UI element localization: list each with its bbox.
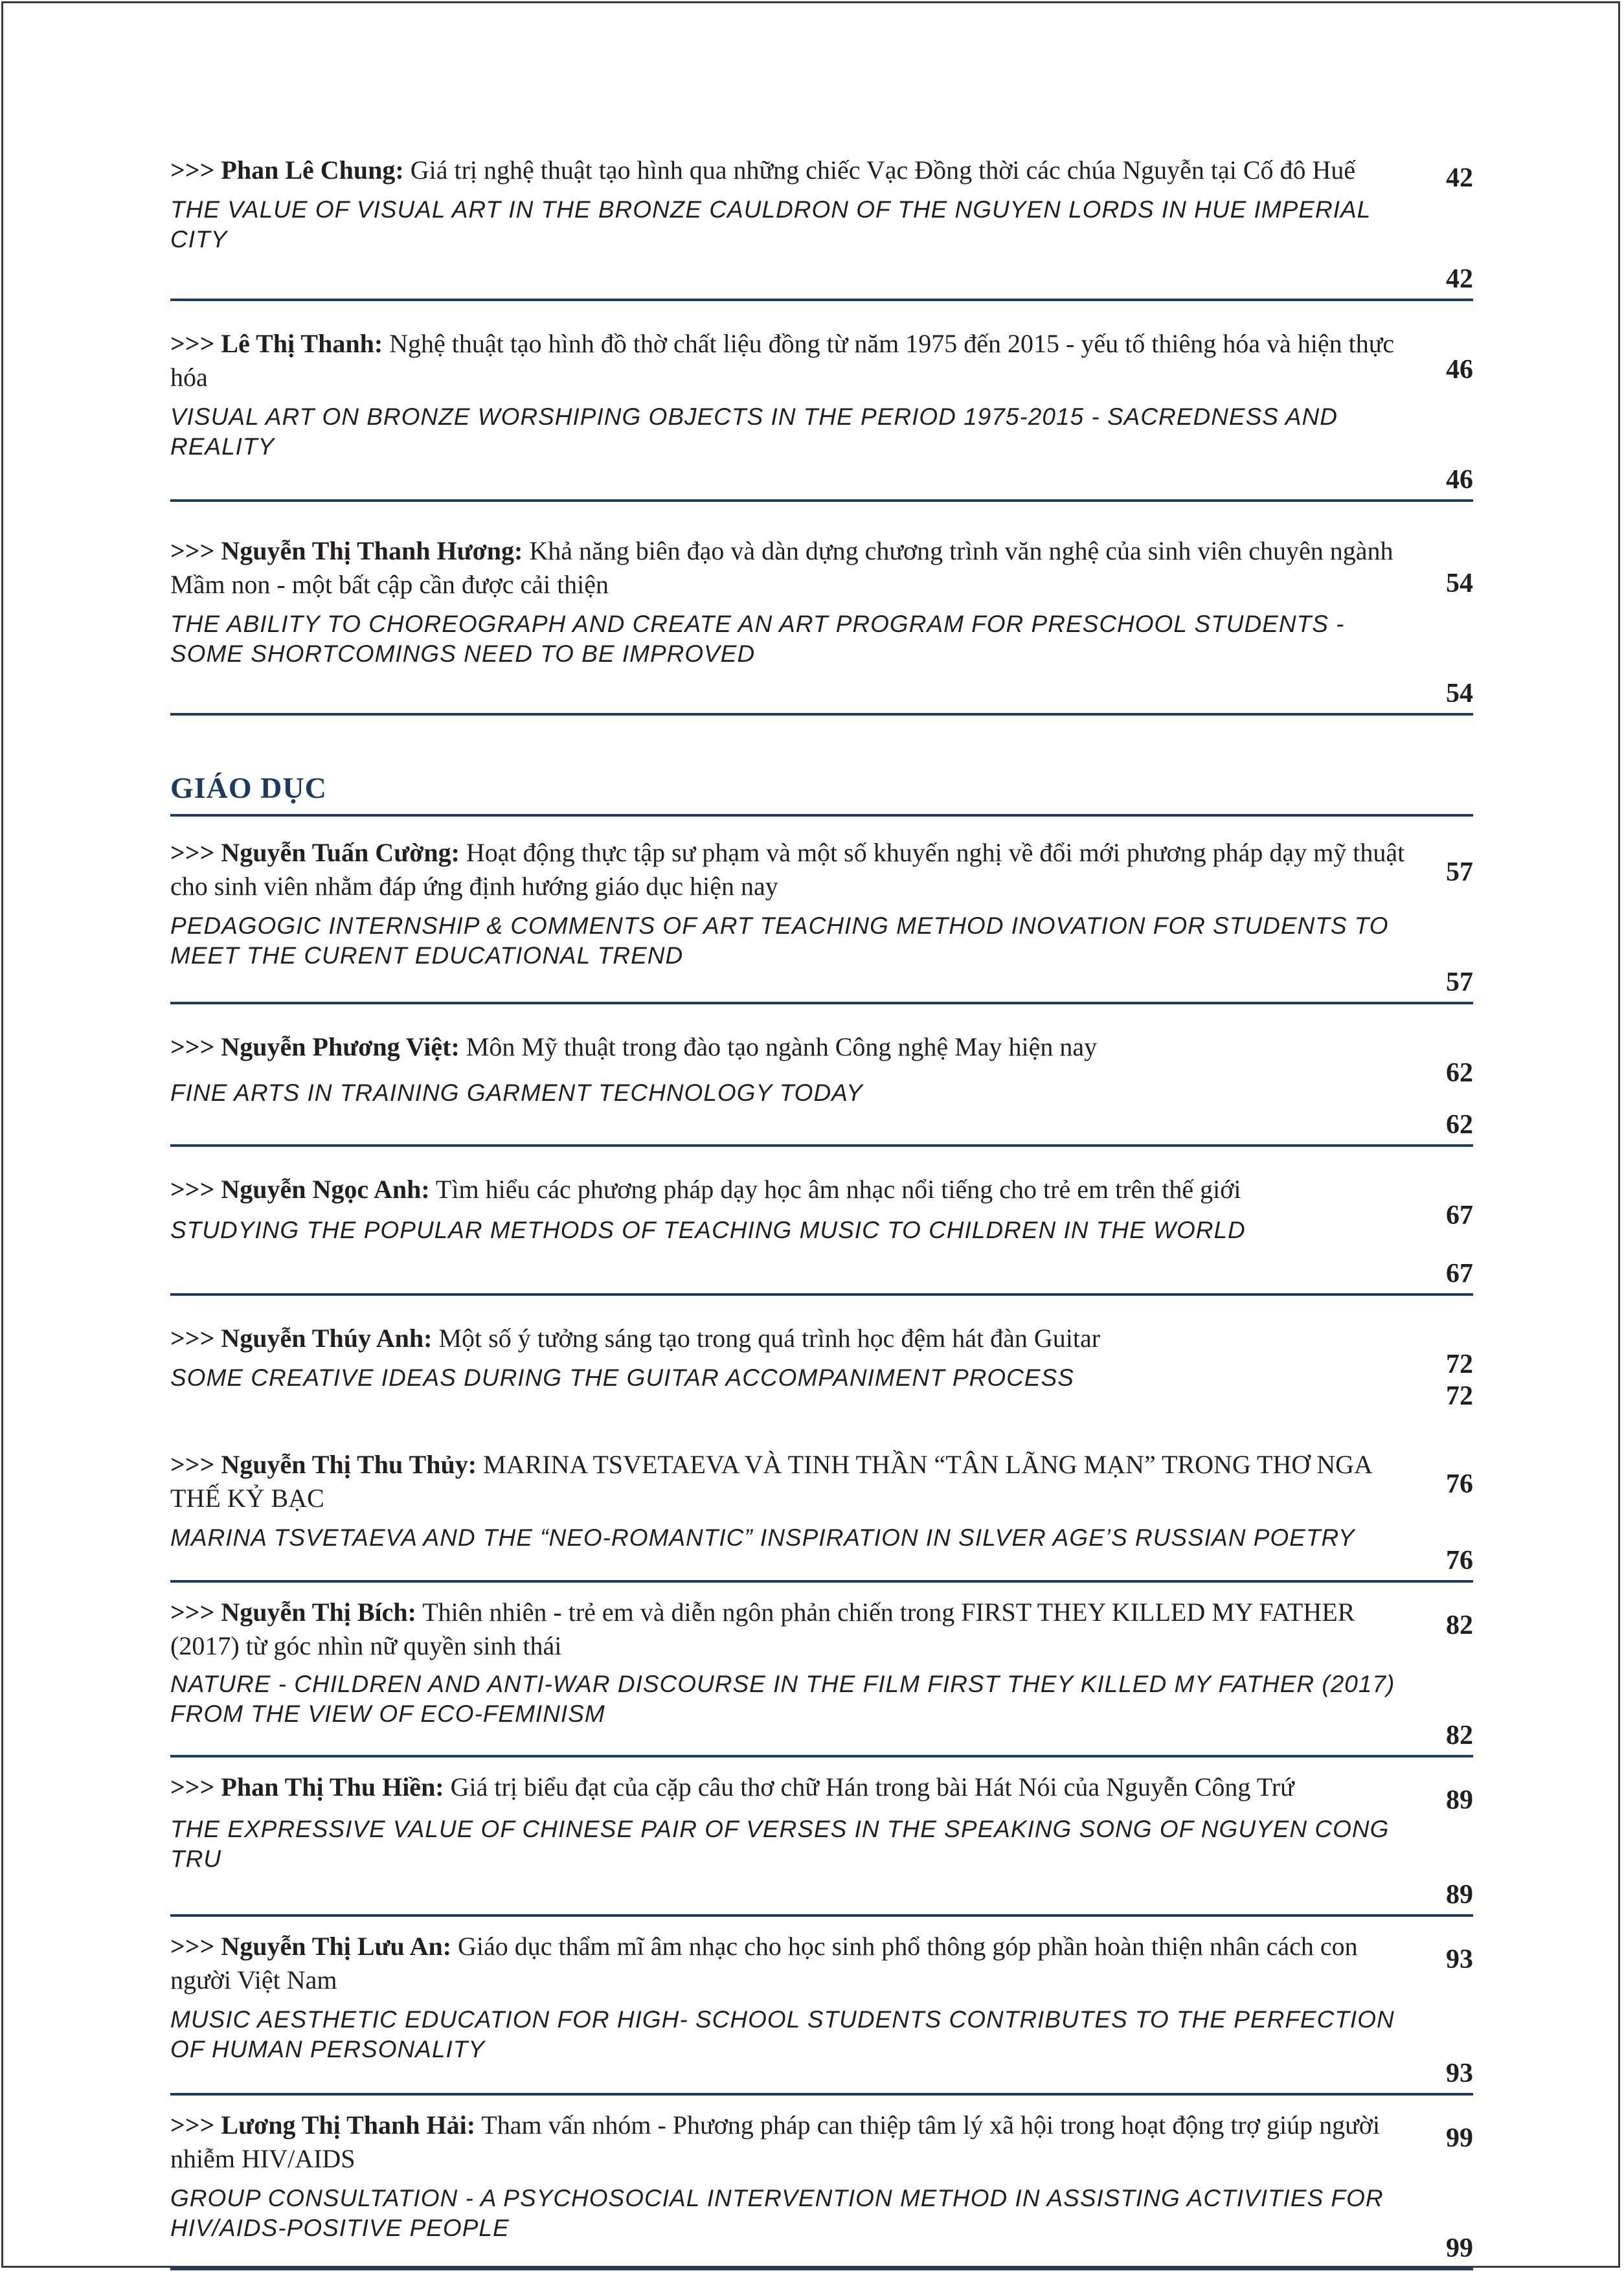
page-number-en: 54 xyxy=(1446,679,1473,708)
page-number-en: 57 xyxy=(1446,967,1473,997)
page-number-en: 99 xyxy=(1446,2233,1473,2263)
page-number-en: 82 xyxy=(1446,1721,1473,1750)
entry-title-vi xyxy=(170,1448,1414,1515)
page-number-vi: 54 xyxy=(1446,569,1473,598)
entry-title-text: Thiên nhiên - trẻ em và diễn ngôn phản chiến trong FIRST THEY KILLED MY FATHER (2017) từ góc nhìn nữ quyền sinh thái xyxy=(170,1598,1355,1660)
page-number-vi: 89 xyxy=(1446,1785,1473,1815)
entry-marker: >>> xyxy=(170,2110,221,2140)
entry-title-vi xyxy=(170,1173,1414,1206)
page-number-en: 76 xyxy=(1446,1546,1473,1576)
entry-title-text: Hoạt động thực tập sư phạm và một số khuyến nghị về đổi mới phương pháp dạy mỹ thuật cho sinh viên nhằm đáp ứng định hướng giáo dục hiện nay xyxy=(170,838,1405,901)
entry-title-vi xyxy=(170,1322,1414,1355)
entry-title-vi xyxy=(170,534,1414,602)
toc-entry[interactable] xyxy=(170,1596,1473,1757)
table-of-contents xyxy=(170,146,1473,2270)
toc-entry[interactable] xyxy=(170,1030,1473,1147)
entry-title-en: NATURE - CHILDREN AND ANTI-WAR DISCOURSE IN THE FILM FIRST THEY KILLED MY FATHER (2017) FROM THE VIEW OF ECO-FEMINISM xyxy=(170,1671,1395,1727)
entry-author: Nguyễn Thị Thu Thủy: xyxy=(221,1450,477,1479)
entry-author: Phan Lê Chung: xyxy=(221,155,404,185)
entry-title-en: MARINA TSVETAEVA AND THE “NEO-ROMANTIC” INSPIRATION IN SILVER AGE’S RUSSIAN POETRY xyxy=(170,1524,1355,1551)
page-number-vi: 76 xyxy=(1446,1469,1473,1499)
toc-entry[interactable] xyxy=(170,327,1473,502)
entry-marker: >>> xyxy=(170,1032,221,1061)
entry-title-en: THE VALUE OF VISUAL ART IN THE BRONZE CAULDRON OF THE NGUYEN LORDS IN HUE IMPERIAL CITY xyxy=(170,196,1371,253)
entry-title-vi xyxy=(170,1930,1414,1997)
entry-author: Nguyễn Thị Lưu An: xyxy=(221,1932,452,1961)
entry-title-vi xyxy=(170,1596,1414,1663)
entry-title-text: Tham vấn nhóm - Phương pháp can thiệp tâm lý xã hội trong hoạt động trợ giúp người nhiễm HIV/AIDS xyxy=(170,2110,1381,2173)
entry-author: Lê Thị Thanh: xyxy=(221,329,383,358)
page-number-vi: 72 xyxy=(1446,1350,1473,1379)
entry-title-text: Một số ý tưởng sáng tạo trong quá trình học đệm hát đàn Guitar xyxy=(432,1324,1101,1353)
entry-title-vi xyxy=(170,2108,1414,2176)
entry-title-en: STUDYING THE POPULAR METHODS OF TEACHING MUSIC TO CHILDREN IN THE WORLD xyxy=(170,1217,1246,1243)
entry-marker: >>> xyxy=(170,1598,221,1627)
page-number-vi: 42 xyxy=(1446,163,1473,193)
entry-marker: >>> xyxy=(170,155,221,185)
entry-title-en: GROUP CONSULTATION - A PSYCHOSOCIAL INTERVENTION METHOD IN ASSISTING ACTIVITIES FOR HIV/AIDS-POSITIVE PEOPLE xyxy=(170,2185,1384,2241)
entry-marker: >>> xyxy=(170,1450,221,1479)
entry-title-vi xyxy=(170,327,1414,394)
page-number-en: 89 xyxy=(1446,1880,1473,1910)
page-number-vi: 93 xyxy=(1446,1945,1473,1974)
section-heading xyxy=(170,761,1473,817)
entry-author: Nguyễn Tuấn Cường: xyxy=(221,838,460,867)
toc-entry[interactable] xyxy=(170,1930,1473,2096)
entry-title-vi xyxy=(170,153,1414,187)
page-number-vi: 82 xyxy=(1446,1610,1473,1640)
entry-title-text: Môn Mỹ thuật trong đào tạo ngành Công nghệ May hiện nay xyxy=(459,1032,1098,1061)
entry-marker: >>> xyxy=(170,536,221,565)
page-number-en: 93 xyxy=(1446,2059,1473,2088)
entry-title-vi xyxy=(170,1030,1414,1064)
entry-title-text: Khả năng biên đạo và dàn dựng chương trình văn nghệ của sinh viên chuyên ngành Mầm non - một bất cập cần được cải thiện xyxy=(170,536,1393,599)
entry-title-text: Nghệ thuật tạo hình đồ thờ chất liệu đồng từ năm 1975 đến 2015 - yếu tố thiêng hóa và hiện thực hóa xyxy=(170,329,1395,392)
page-number-en: 42 xyxy=(1446,264,1473,294)
entry-author: Nguyễn Thị Thanh Hương: xyxy=(221,536,523,565)
entry-title-text: MARINA TSVETAEVA VÀ TINH THẦN “TÂN LÃNG MẠN” TRONG THƠ NGA THẾ KỶ BẠC xyxy=(170,1450,1371,1513)
entry-author: Nguyễn Ngọc Anh: xyxy=(221,1175,430,1204)
entry-title-vi xyxy=(170,1770,1414,1804)
entry-author: Phan Thị Thu Hiền: xyxy=(221,1772,444,1802)
entry-title-text: Giá trị nghệ thuật tạo hình qua những chiếc Vạc Đồng thời các chúa Nguyễn tại Cố đô Huế xyxy=(403,155,1356,185)
entry-title-en: PEDAGOGIC INTERNSHIP & COMMENTS OF ART TEACHING METHOD INOVATION FOR STUDENTS TO MEET THE CURENT EDUCATIONAL TREND xyxy=(170,912,1389,969)
entry-author: Nguyễn Thúy Anh: xyxy=(221,1324,433,1353)
entry-author: Nguyễn Thị Bích: xyxy=(221,1598,416,1627)
entry-title-en: MUSIC AESTHETIC EDUCATION FOR HIGH- SCHOOL STUDENTS CONTRIBUTES TO THE PERFECTION OF HUMAN PERSONALITY xyxy=(170,2006,1395,2062)
entry-marker: >>> xyxy=(170,1932,221,1961)
page-number-en: 46 xyxy=(1446,465,1473,495)
page-number-en: 67 xyxy=(1446,1259,1473,1289)
entry-title-text: Giá trị biểu đạt của cặp câu thơ chữ Hán trong bài Hát Nói của Nguyễn Công Trứ xyxy=(444,1772,1294,1802)
page-number-vi: 62 xyxy=(1446,1058,1473,1088)
entry-marker: >>> xyxy=(170,1175,221,1204)
entry-marker: >>> xyxy=(170,329,221,358)
entry-title-text: Giáo dục thẩm mĩ âm nhạc cho học sinh phổ thông góp phần hoàn thiện nhân cách con người Việt Nam xyxy=(170,1932,1358,1994)
page-number-en: 62 xyxy=(1446,1110,1473,1140)
entry-title-en: THE ABILITY TO CHOREOGRAPH AND CREATE AN ART PROGRAM FOR PRESCHOOL STUDENTS - SOME SHORTCOMINGS NEED TO BE IMPROVED xyxy=(170,611,1345,667)
toc-entry[interactable] xyxy=(170,1770,1473,1917)
entry-title-text: Tìm hiểu các phương pháp dạy học âm nhạc nổi tiếng cho trẻ em trên thế giới xyxy=(429,1175,1241,1204)
page-number-en: 72 xyxy=(1446,1381,1473,1411)
toc-entry[interactable] xyxy=(170,1173,1473,1296)
toc-entry[interactable] xyxy=(170,534,1473,716)
entry-marker: >>> xyxy=(170,838,221,867)
entry-title-vi xyxy=(170,836,1414,903)
toc-entry[interactable] xyxy=(170,1448,1473,1583)
entry-marker: >>> xyxy=(170,1772,221,1802)
toc-entry[interactable] xyxy=(170,836,1473,1004)
toc-entry[interactable] xyxy=(170,153,1473,301)
entry-marker: >>> xyxy=(170,1324,221,1353)
entry-author: Lương Thị Thanh Hải: xyxy=(221,2110,476,2140)
page-number-vi: 99 xyxy=(1446,2123,1473,2153)
entry-title-en: VISUAL ART ON BRONZE WORSHIPING OBJECTS IN THE PERIOD 1975-2015 - SACREDNESS AND REALITY xyxy=(170,403,1338,460)
page-number-vi: 57 xyxy=(1446,857,1473,887)
section-heading-text: GIÁO DỤC xyxy=(170,771,327,804)
page-number-vi: 67 xyxy=(1446,1201,1473,1230)
page-number-vi: 46 xyxy=(1446,355,1473,385)
toc-entry[interactable] xyxy=(170,2108,1473,2270)
entry-title-en: THE EXPRESSIVE VALUE OF CHINESE PAIR OF VERSES IN THE SPEAKING SONG OF NGUYEN CONG TRU xyxy=(170,1816,1390,1872)
entry-author: Nguyễn Phương Việt: xyxy=(221,1032,460,1061)
entry-title-en: SOME CREATIVE IDEAS DURING THE GUITAR ACCOMPANIMENT PROCESS xyxy=(170,1364,1074,1391)
entry-title-en: FINE ARTS IN TRAINING GARMENT TECHNOLOGY TODAY xyxy=(170,1079,863,1106)
toc-entry[interactable] xyxy=(170,1322,1473,1429)
